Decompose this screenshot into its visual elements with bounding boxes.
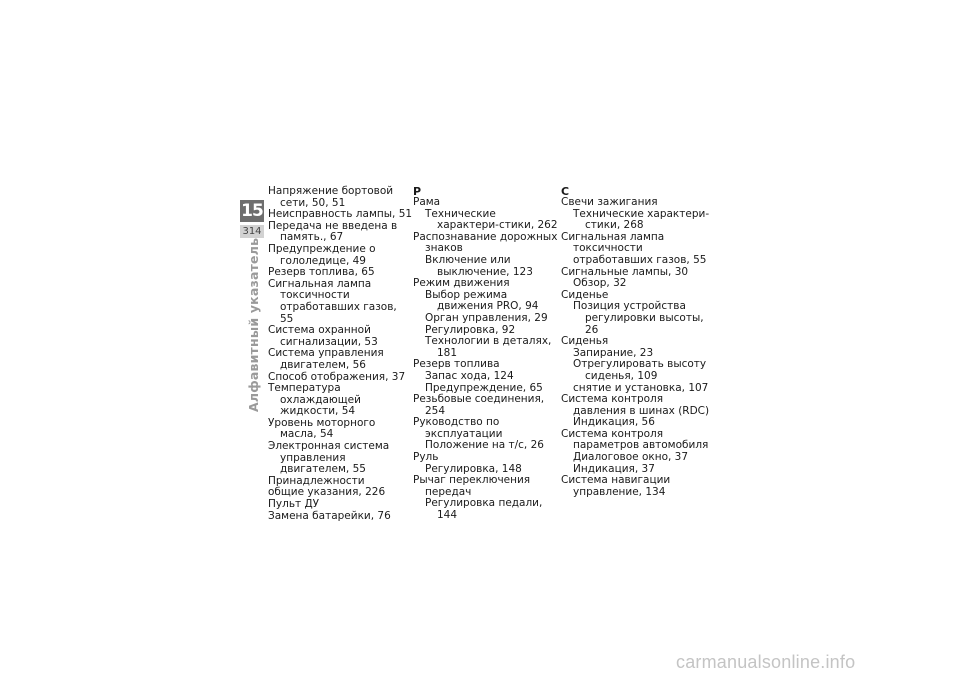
index-entry: Рычаг переключения передач bbox=[413, 474, 531, 498]
section-side-title: Алфавитный указатель bbox=[246, 237, 261, 412]
index-letter-heading: С bbox=[561, 185, 570, 198]
index-entry: Распознавание дорожных знаков bbox=[413, 230, 558, 255]
index-subentry: Электронная система управления двигателем, 55 bbox=[268, 440, 390, 476]
index-entry: Система навигации bbox=[561, 474, 671, 487]
index-entry: Резерв топлива bbox=[413, 358, 500, 371]
index-subentry: Положение на т/с, 26 bbox=[425, 439, 544, 452]
index-subentry: Регулировка, 92 bbox=[425, 323, 516, 336]
index-subentry: Запирание, 23 bbox=[573, 346, 654, 359]
index-subentry: Включение или выключение, 123 bbox=[425, 253, 533, 278]
index-column-3 bbox=[561, 186, 711, 498]
index-entry: Резьбовые соединения, 254 bbox=[413, 393, 545, 417]
index-subentry: общие указания, 226 bbox=[268, 486, 386, 499]
index-subentry: Технические характери-стики, 268 bbox=[573, 207, 710, 232]
index-column-1 bbox=[268, 186, 413, 522]
index-subentry: Система охранной сигнализации, 53 bbox=[268, 324, 378, 348]
index-subentry: Напряжение бортовой сети, 50, 51 bbox=[268, 185, 394, 209]
index-subentry: Технические характери-стики, 262 bbox=[425, 207, 558, 232]
index-subentry: Сигнальная лампа токсичности отработавших газов, 55 bbox=[268, 277, 397, 325]
index-entry: Режим движения bbox=[413, 277, 510, 290]
index-subentry: Обзор, 32 bbox=[573, 277, 627, 290]
index-entry: Система контроля давления в шинах (RDC) bbox=[561, 393, 710, 417]
index-entry: Сиденья bbox=[561, 335, 609, 348]
chapter-number: 15 bbox=[241, 201, 263, 221]
index-subentry: снятие и установка, 107 bbox=[573, 381, 709, 394]
index-subentry: Запас хода, 124 bbox=[425, 369, 514, 382]
index-letter-heading: Р bbox=[413, 185, 422, 198]
index-subentry: Система управления двигателем, 56 bbox=[268, 347, 384, 371]
index-subentry: Технологии в деталях, 181 bbox=[425, 335, 552, 359]
index-entry: Руководство по эксплуатации bbox=[413, 416, 503, 440]
index-entry: Свечи зажигания bbox=[561, 196, 658, 208]
index-subentry: Отрегулировать высоту сиденья, 109 bbox=[573, 358, 707, 382]
page-number: 314 bbox=[240, 225, 264, 238]
index-entry: Сигнальные лампы, 30 bbox=[561, 265, 689, 278]
index-subentry: Резерв топлива, 65 bbox=[268, 266, 375, 279]
index-entry: Рама bbox=[413, 196, 441, 208]
index-subentry: Выбор режима движения PRO, 94 bbox=[425, 288, 539, 313]
index-subentry: Замена батарейки, 76 bbox=[268, 509, 391, 522]
index-entry: Сигнальная лампа токсичности отработавших газов, 55 bbox=[561, 230, 707, 266]
index-entry: Пульт ДУ bbox=[268, 498, 320, 511]
watermark-footer: carmanualsonline.info bbox=[676, 652, 856, 672]
index-entry: Руль bbox=[413, 451, 439, 464]
index-subentry: Индикация, 37 bbox=[573, 462, 655, 475]
index-subentry: Уровень моторного масла, 54 bbox=[268, 416, 376, 441]
index-entry: Принадлежности bbox=[268, 474, 365, 487]
index-subentry: Способ отображения, 37 bbox=[268, 370, 406, 383]
index-subentry: Позиция устройства регулировки высоты, 26 bbox=[573, 300, 704, 336]
index-column-2 bbox=[413, 186, 558, 522]
index-subentry: управление, 134 bbox=[573, 485, 666, 498]
index-subentry: Предупреждение, 65 bbox=[425, 381, 543, 394]
index-subentry: Передача не введена в память., 67 bbox=[268, 219, 398, 244]
index-subentry: Орган управления, 29 bbox=[425, 311, 548, 324]
index-subentry: Температура охлаждающей жидкости, 54 bbox=[268, 382, 361, 418]
index-subentry: Регулировка педали, 144 bbox=[425, 497, 543, 522]
index-subentry: Индикация, 56 bbox=[573, 416, 655, 429]
index-entry: Сиденье bbox=[561, 288, 609, 301]
index-subentry: Неисправность лампы, 51 bbox=[268, 208, 413, 221]
index-subentry: Диалоговое окно, 37 bbox=[573, 451, 689, 464]
index-subentry: Регулировка, 148 bbox=[425, 462, 522, 475]
index-subentry: Предупреждение о гололедице, 49 bbox=[268, 242, 376, 267]
index-entry: Система контроля параметров автомобиля bbox=[561, 427, 709, 452]
